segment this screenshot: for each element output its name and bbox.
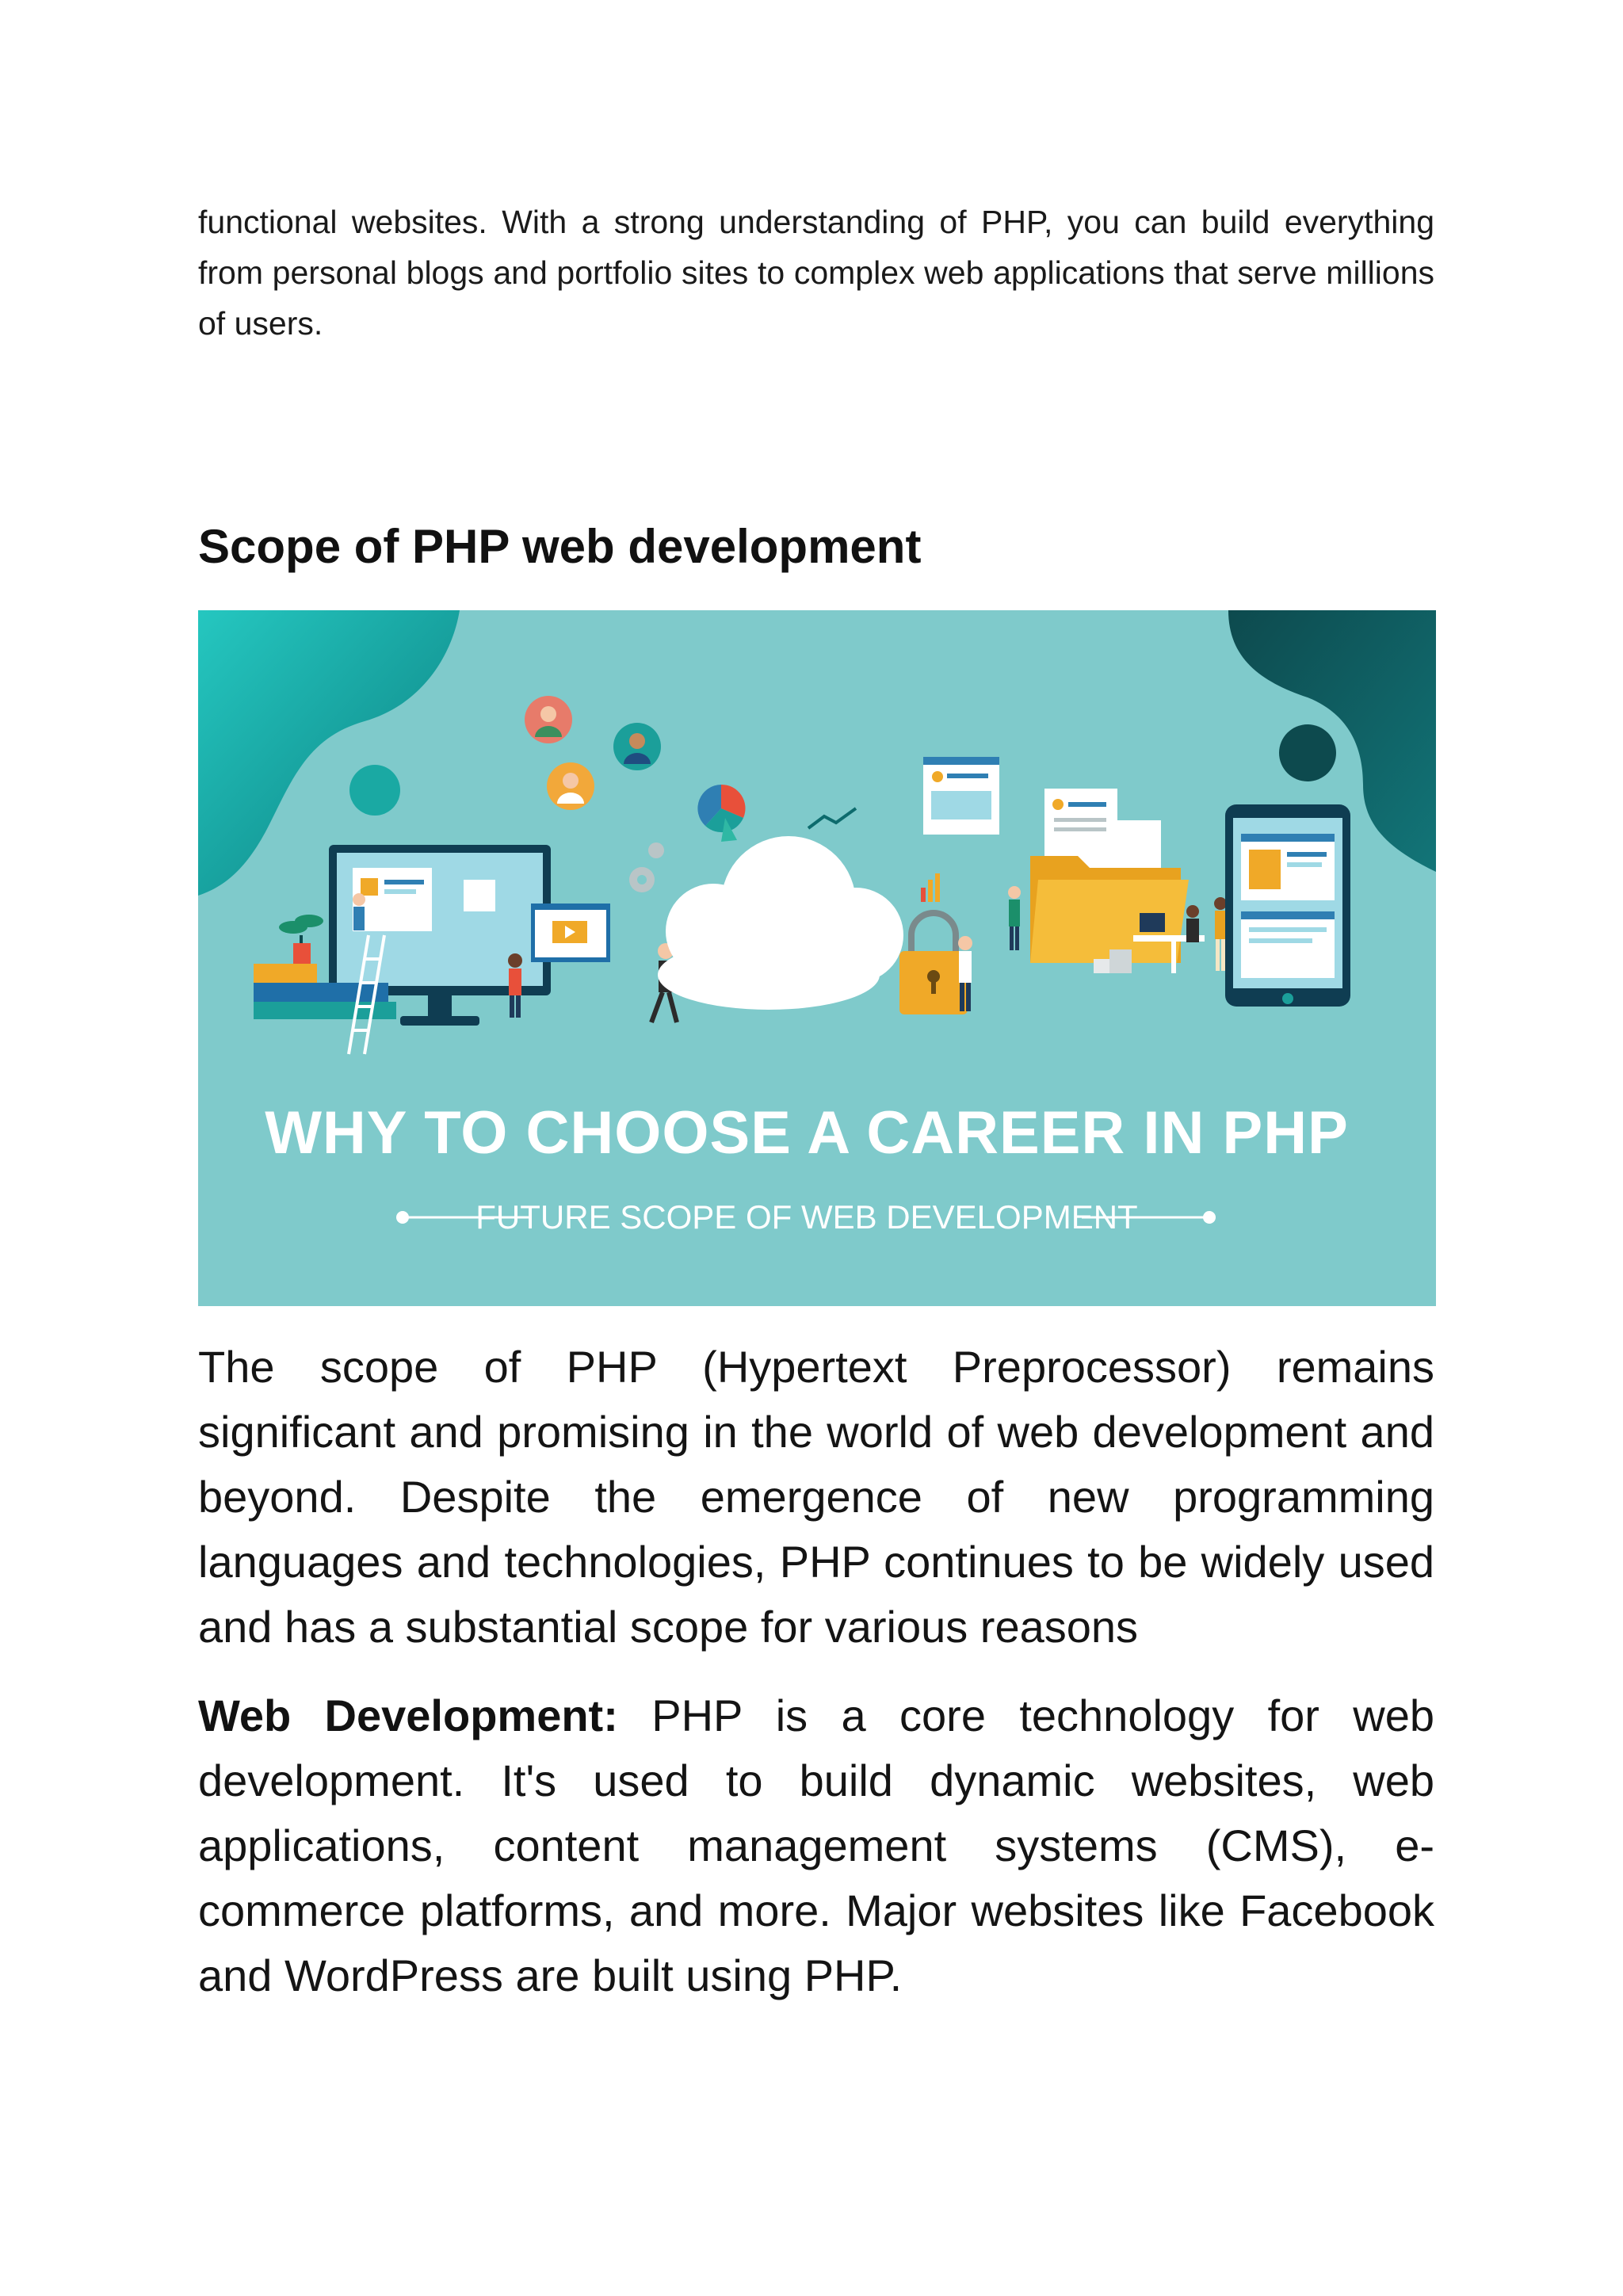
intro-paragraph: functional websites. With a strong understanding of PHP, you can build everything from personal blogs and portfolio sites to complex web applications that serve millions of users. — [198, 204, 1434, 342]
banner-subtitle: FUTURE SCOPE OF WEB DEVELOPMENT — [475, 1198, 1138, 1236]
web-development-paragraph — [198, 1683, 1434, 2008]
section-heading: Scope of PHP web development — [198, 520, 922, 573]
web-development-text: PHP is a core technology for web development. It's used to build dynamic websites, web applications, content management systems (CMS), e-commerce platforms, and more. Major websites like Facebook and WordPress are built using PHP. — [198, 1690, 1435, 2000]
browser-window-icon — [923, 757, 999, 835]
teal-dot — [349, 765, 400, 816]
php-career-banner — [198, 610, 1436, 1306]
scope-paragraph: The scope of PHP (Hypertext Preprocessor) remains significant and promising in the world of web development and beyond. Despite the emergence of new programming languages and technologies, PHP continues to be widely used and has a substantial scope for various reasons — [198, 1342, 1434, 1652]
subtitle-right-dot — [1203, 1211, 1216, 1224]
dark-dot — [1279, 724, 1336, 781]
web-development-lead: Web Development: — [198, 1690, 618, 1740]
mobile-phone-icon — [1225, 804, 1350, 1007]
banner-title: WHY TO CHOOSE A CAREER IN PHP — [265, 1099, 1349, 1167]
